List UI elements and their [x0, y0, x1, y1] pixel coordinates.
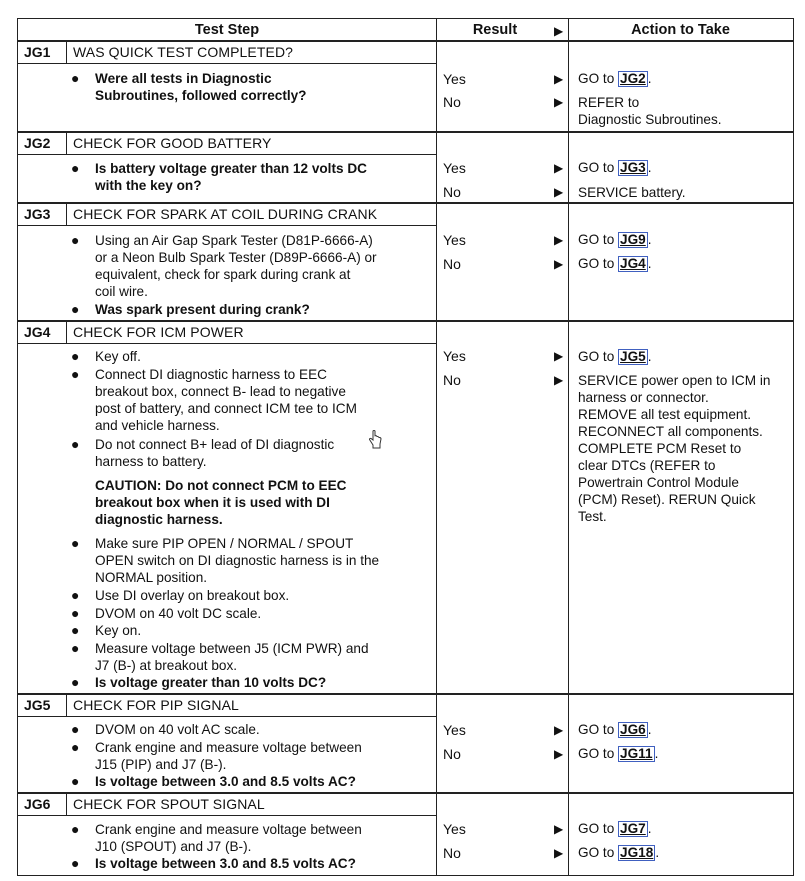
goto-link-jg6[interactable]: JG6	[620, 722, 646, 737]
result-yes: Yes	[443, 821, 466, 837]
step-code: JG2	[24, 135, 51, 151]
action-text: SERVICE power open to ICM in harness or connector. REMOVE all test equipment. RECONNECT all components. COMPLETE PCM Reset to clear DTCs (REFER to Powertrain Control Module (PCM) Reset). RERUN Quick Test.	[578, 373, 771, 524]
arrow-icon: ▶	[554, 257, 564, 271]
action-goto: GO to JG18 .	[578, 845, 660, 860]
header-action: Action to Take	[631, 22, 730, 38]
arrow-icon: ▶	[554, 349, 564, 363]
action-goto: GO to JG11 .	[578, 746, 659, 761]
action-goto: GO to JG7 .	[578, 821, 652, 836]
result-yes: Yes	[443, 160, 466, 176]
goto-link-jg11[interactable]: JG11	[620, 746, 653, 761]
arrow-icon: ▶	[554, 95, 564, 109]
result-no: No	[443, 372, 461, 388]
arrow-icon: ▶	[554, 72, 564, 86]
caution-note: CAUTION: Do not connect PCM to EEC breakout box when it is used with DI diagnostic harness.	[95, 478, 347, 527]
step-code: JG1	[24, 44, 51, 60]
result-no: No	[443, 94, 461, 110]
header-arrow-icon: ▶	[554, 24, 564, 38]
goto-link-jg5[interactable]: JG5	[620, 349, 646, 364]
step-title: CHECK FOR PIP SIGNAL	[73, 697, 239, 713]
arrow-icon: ▶	[554, 822, 564, 836]
action-goto: GO to JG9 .	[578, 232, 652, 247]
result-no: No	[443, 256, 461, 272]
action-goto: GO to JG4 .	[578, 256, 652, 271]
goto-link-jg18[interactable]: JG18	[620, 845, 654, 860]
step-title: WAS QUICK TEST COMPLETED?	[73, 44, 294, 60]
goto-link-jg2[interactable]: JG2	[620, 71, 646, 86]
arrow-icon: ▶	[554, 846, 564, 860]
action-goto: GO to JG3 .	[578, 160, 652, 175]
action-text: REFER to Diagnostic Subroutines.	[578, 95, 722, 127]
step-title: CHECK FOR ICM POWER	[73, 324, 244, 340]
arrow-icon: ▶	[554, 161, 564, 175]
goto-link-jg9[interactable]: JG9	[620, 232, 646, 247]
arrow-icon: ▶	[554, 723, 564, 737]
goto-link-jg7[interactable]: JG7	[620, 821, 646, 836]
step-code: JG5	[24, 697, 51, 713]
goto-link-jg3[interactable]: JG3	[620, 160, 646, 175]
action-text: SERVICE battery.	[578, 185, 686, 200]
arrow-icon: ▶	[554, 233, 564, 247]
step-title: CHECK FOR GOOD BATTERY	[73, 135, 272, 151]
result-no: No	[443, 845, 461, 861]
goto-link-jg4[interactable]: JG4	[620, 256, 646, 271]
diagnostic-table: Test Step Result ▶ Action to Take JG1 WAS QUICK TEST COMPLETED? ● Were all tests in Diagnostic Subroutines, followed correctly? Yes No ▶ ▶ GO to JG2 . REFER to Diagnostic Subroutines. JG2 CHECK FOR GOOD BATTERY ● Is battery voltage greater than 12 volts DC with the key on? Yes No ▶ ▶ GO to JG3 . SERVICE battery. JG3 CHECK FOR SPARK AT COIL DURING CRANK ● Using an Air Gap Spark Tester (D81P-6666-A) or a Neon Bulb Spark Tester (D89P-6666-A) or equivalent, check for spark during crank at coil wire. ● Was spark present during crank? Yes No ▶ ▶ GO to JG9 . GO to JG4 . JG4 CHECK FOR ICM POWER ● Key off. ● Connect DI diagnostic harness to EEC breakout box, connect B- lead to negative post of battery, and connect ICM tee to ICM and vehicle harness. ● Do not connect B+ lead of DI diagnostic harness to battery. CAUTION: Do not connect PCM to EEC breakout box when it is used with DI diagnostic harness. ● Make sure PIP OPEN / NORMAL / SPOUT OPEN switch on DI diagnostic harness is in the NORMAL position. ● Use DI overlay on breakout box. ● DVOM on 40 volt DC scale. ● Key on. ● Measure voltage between J5 (ICM PWR) and J7 (B-) at breakout box. ● Is voltage greater than 10 volts DC? Yes No ▶ ▶ GO to JG5 . SERVICE power open to ICM in harness or connector. REMOVE all test equipment. RECONNECT all components. COMPLETE PCM Reset to clear DTCs (REFER to Powertrain Control Module (PCM) Reset). RERUN Quick Test. JG5 CHECK FOR PIP SIGNAL ● DVOM on 40 volt AC scale. ● Crank engine and measure voltage between J15 (PIP) and J7 (B-). ● Is voltage between 3.0 and 8.5 volts AC? Yes No ▶ ▶ GO to JG6 . GO to JG11 . JG6 CHECK FOR SPOUT SIGNAL ● Crank engine and measure voltage between J10 (SPOUT) and J7 (B-). ● Is voltage between 3.0 and 8.5 volts AC? Yes No ▶ ▶ GO to JG7 . GO to JG18 .	[17, 18, 794, 876]
action-goto: GO to JG6 .	[578, 722, 652, 737]
action-goto: GO to JG2 .	[578, 71, 652, 86]
result-yes: Yes	[443, 348, 466, 364]
result-no: No	[443, 184, 461, 200]
result-yes: Yes	[443, 71, 466, 87]
hand-cursor-icon	[368, 430, 382, 455]
arrow-icon: ▶	[554, 185, 564, 199]
header-result: Result	[472, 22, 518, 38]
step-title: CHECK FOR SPOUT SIGNAL	[73, 796, 265, 812]
header-test-step: Test Step	[194, 22, 260, 38]
step-code: JG4	[24, 324, 51, 340]
step-code: JG3	[24, 206, 51, 222]
result-no: No	[443, 746, 461, 762]
action-goto: GO to JG5 .	[578, 349, 652, 364]
arrow-icon: ▶	[554, 373, 564, 387]
step-title: CHECK FOR SPARK AT COIL DURING CRANK	[73, 206, 378, 222]
step-code: JG6	[24, 796, 51, 812]
result-yes: Yes	[443, 232, 466, 248]
arrow-icon: ▶	[554, 747, 564, 761]
result-yes: Yes	[443, 722, 466, 738]
